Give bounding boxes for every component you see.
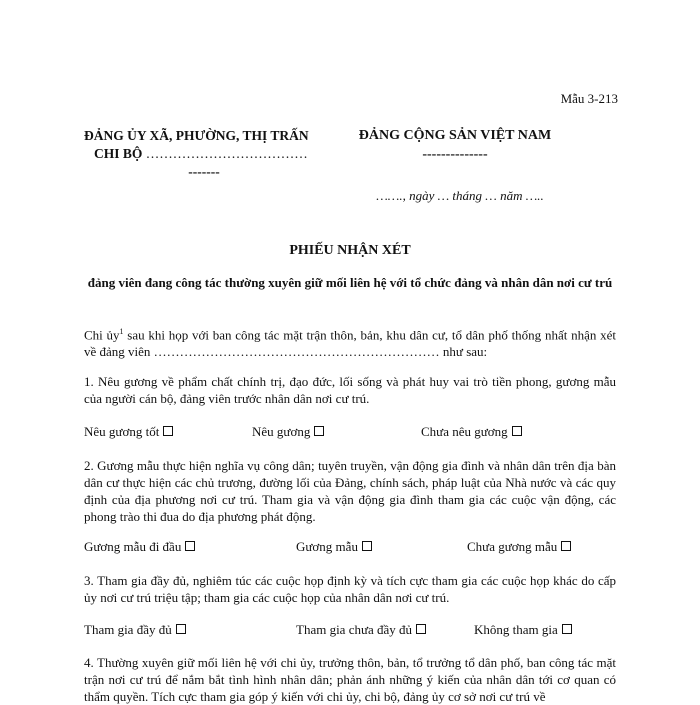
intro-text: sau khi họp với ban công tác mặt trận thôn, bản, khu dân cư, tổ dân phố thống nhất nhận xét về đảng viên ………………………………………………………… như sau: [84,327,616,360]
form-subtitle: đảng viên đang công tác thường xuyên giữ mối liên hệ với tổ chức đảng và nhân dân nơi cư trú [87,275,613,290]
section-2-options [84,539,644,557]
checkbox[interactable] [362,541,372,551]
option-label: Chưa nêu gương [421,424,508,439]
party-cell-label: CHI BỘ [94,146,143,161]
form-title: PHIẾU NHẬN XÉT [289,243,411,258]
intro-footnote: 1 [119,327,124,336]
option-item[interactable] [474,622,572,638]
checkbox[interactable] [185,541,195,551]
option-label: Nêu gương [252,424,311,439]
section-2-text: 2. Gương mẫu thực hiện nghĩa vụ công dân; tuyên truyền, vận động gia đình và nhân dân trên địa bàn dân cư thực hiện các chủ trương, đường lối của Đảng, chính sách, pháp luật của Nhà nước và các quy định của địa phương nơi cư trú. Tham gia và vận động gia đình tham gia các cuộc vận động, các phong trào thi đua do địa phương phát động. [84,458,616,524]
section-1-text: 1. Nêu gương về phẩm chất chính trị, đạo đức, lối sống và phát huy vai trò tiền phong, gương mẫu của người cán bộ, đảng viên trước nhân dân nơi cư trú. [84,374,616,406]
option-item[interactable] [467,539,571,555]
option-label: Gương mẫu đi đầu [84,539,182,554]
option-label: Gương mẫu [296,539,358,554]
section-3-text: 3. Tham gia đầy đủ, nghiêm túc các cuộc họp định kỳ và tích cực tham gia các cuộc họp khác do cấp ủy nơi cư trú triệu tập; tham gia các cuộc họp của nhân dân nơi cư trú. [84,573,616,605]
option-label: Tham gia chưa đầy đủ [296,622,413,637]
form-code: Mẫu 3-213 [560,91,618,106]
section-4-text: 4. Thường xuyên giữ mối liên hệ với chi ủy, trưởng thôn, bản, tổ trưởng tổ dân phố, ban công tác mặt trận nơi cư trú để nắm bắt tình hình nhân dân; phản ánh những ý kiến của nhân dân tới cơ quan có thẩm quyền. Tích cực tham gia góp ý kiến với chi ủy, chi bộ, đảng ủy cơ sở nơi cư trú về [84,655,616,704]
checkbox[interactable] [416,624,426,634]
option-item[interactable] [296,622,426,638]
checkbox[interactable] [512,426,522,436]
intro-prefix: Chi ủy [84,327,120,343]
header-left-divider: ------- [188,164,220,179]
checkbox[interactable] [163,426,173,436]
option-item[interactable] [421,424,522,440]
date-line: ……., ngày … tháng … năm ….. [376,188,544,203]
party-cell-line [94,146,324,162]
header-right [340,128,570,163]
option-label: Tham gia đầy đủ [84,622,172,637]
option-label: Chưa gương mẫu [467,539,558,554]
section-3-options [84,622,644,640]
option-label: Nêu gương tốt [84,424,160,439]
party-cell-dots: ……………………………… [145,146,308,161]
option-item[interactable] [84,424,173,440]
party-name: ĐẢNG CỘNG SẢN VIỆT NAM [358,128,552,143]
header-right-divider: -------------- [422,147,488,162]
option-item[interactable] [84,539,195,555]
checkbox[interactable] [314,426,324,436]
section-1-options [84,424,644,442]
checkbox[interactable] [562,624,572,634]
checkbox[interactable] [561,541,571,551]
party-committee-line: ĐẢNG ỦY XÃ, PHƯỜNG, THỊ TRẤN [84,128,309,143]
header-left [84,128,324,180]
intro-paragraph [84,323,616,360]
option-item[interactable] [84,622,186,638]
checkbox[interactable] [176,624,186,634]
option-item[interactable] [296,539,372,555]
option-label: Không tham gia [474,622,558,637]
option-item[interactable] [252,424,324,440]
